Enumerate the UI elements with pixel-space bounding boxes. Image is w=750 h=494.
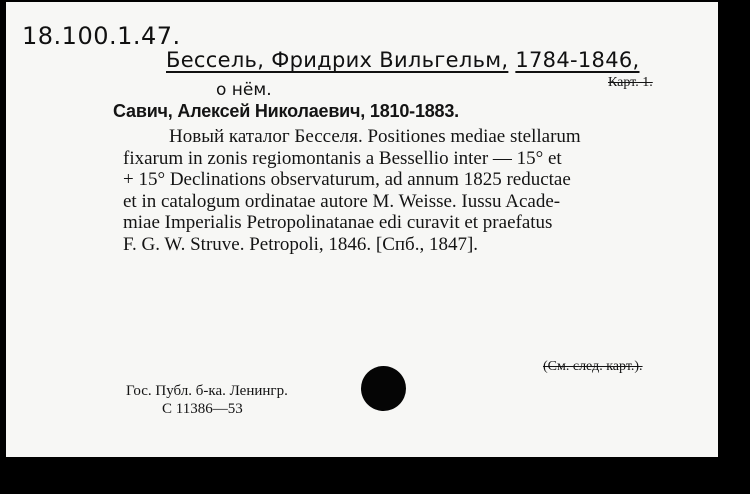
description-line: Новый каталог Бесселя. Positiones mediae stellarum xyxy=(169,126,581,147)
punch-hole xyxy=(361,366,406,411)
description-line: et in catalogum ordinatae autore M. Weisse. Iussu Acade- xyxy=(123,190,561,212)
shelfmark-number: 18.100.1.47. xyxy=(22,22,181,50)
catalog-card xyxy=(6,2,718,457)
description-line: + 15° Declinations observaturum, ad annum 1825 reductae xyxy=(123,169,571,190)
library-name: Гос. Публ. б-ка. Ленингр. xyxy=(126,383,288,399)
description-line: miae Imperialis Petropolinatanae edi curavit et praefatus xyxy=(123,212,553,233)
description-line: fixarum in zonis regiomontanis a Bessellio inter — 15° et xyxy=(123,147,562,169)
description-line: F. G. W. Struve. Petropoli, 1846. [Спб., 1847]. xyxy=(123,233,479,255)
subject-heading-name: Бессель, Фридрих Вильгельм, xyxy=(166,48,509,72)
see-next-card-note: (См. след. карт.). xyxy=(543,359,643,374)
library-stamp xyxy=(126,382,288,418)
bibliographic-description xyxy=(123,126,689,255)
library-code: С 11386—53 xyxy=(162,401,243,417)
card-number: Карт. 1. xyxy=(608,75,653,90)
subject-heading-note: о нём. xyxy=(216,80,272,100)
subject-heading xyxy=(166,48,640,72)
subject-heading-dates: 1784-1846, xyxy=(515,48,640,72)
author-entry: Савич, Алексей Николаевич, 1810-1883. xyxy=(113,101,459,121)
